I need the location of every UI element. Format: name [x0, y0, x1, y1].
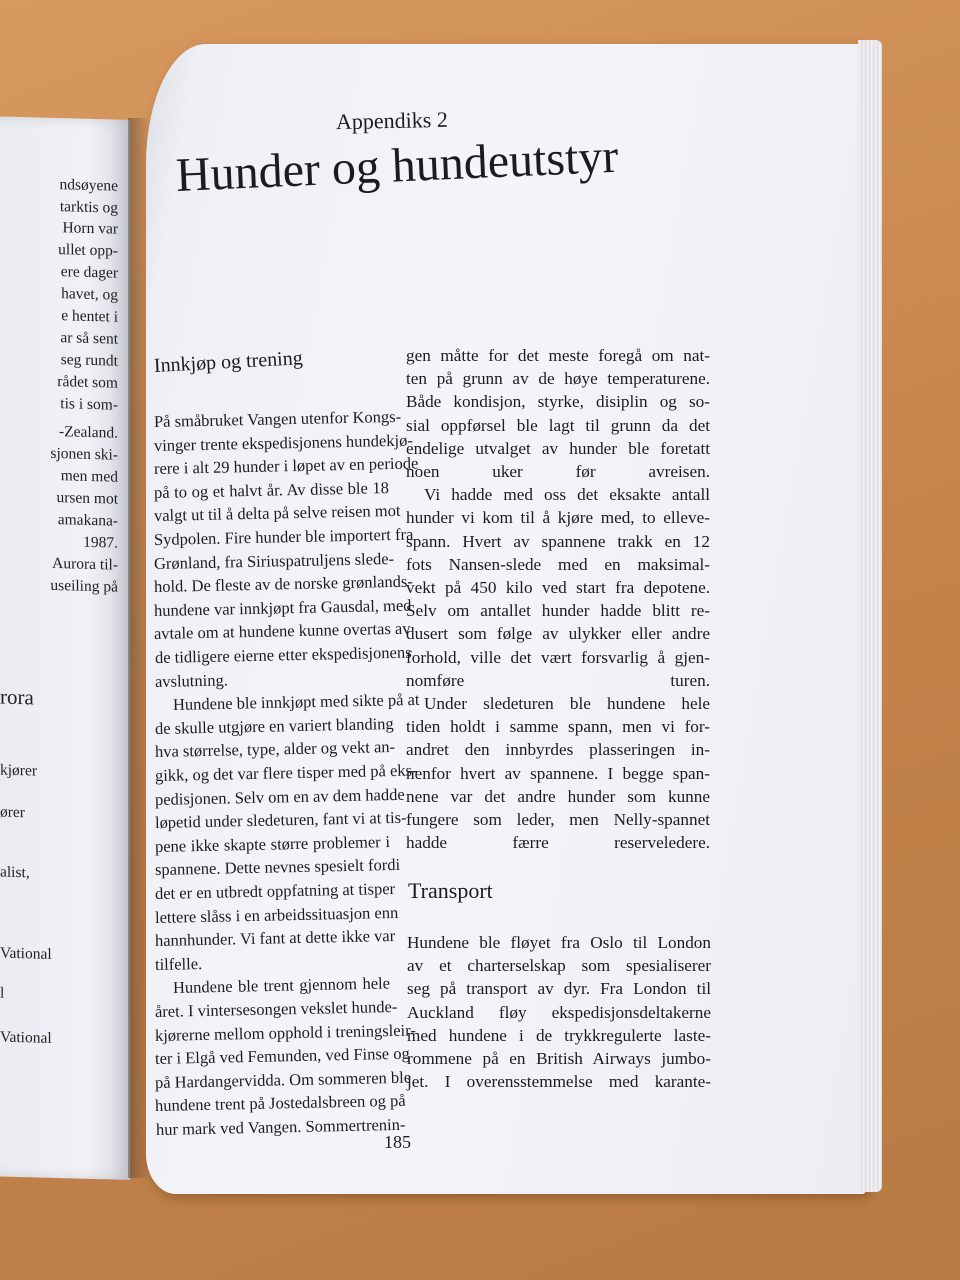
text-line: På småbruket Vangen utenfor Kongs- [153, 406, 402, 431]
text-line: kjørerne mellom opphold i treningsleir- [155, 1020, 417, 1045]
left-page-text-fragment: e hentet i [61, 307, 118, 326]
text-line: sial oppførsel ble lagt til grunn da det [406, 415, 710, 435]
text-line: Både kondisjon, styrke, disiplin og so- [406, 392, 710, 412]
left-page-text-fragment: ursen mot [56, 489, 118, 508]
left-page-text-fragment: rora [0, 684, 34, 710]
text-line: de skulle utgjøre en variert blanding [154, 713, 394, 738]
text-line: lettere slåss i en arbeidssituasjon enn [154, 902, 399, 927]
text-line: Hundene ble fløyet fra Oslo til London [407, 933, 711, 952]
text-line: året. I vintersesongen vekslet hunde- [155, 996, 398, 1021]
text-line: pedisjonen. Selv om en av dem hadde [154, 784, 405, 809]
text-line: løpetid under sledeturen, fant vi at tis- [154, 807, 407, 833]
text-line: hadde færre reserveledere. [406, 833, 710, 853]
text-line: rommene på en British Airways jumbo- [407, 1049, 711, 1068]
text-line: dusert som følge av ulykker eller andre [406, 624, 710, 644]
text-line: med hundene i de trykkregulerte laste- [407, 1025, 711, 1045]
text-line: av et charterselskap som spesialiserer [407, 956, 711, 976]
section-heading-innkjop: Innkjøp og trening [153, 347, 304, 377]
text-line: på Hardangervidda. Om sommeren ble [155, 1067, 412, 1092]
text-line: hundene var innkjøpt fra Gausdal, med [154, 595, 413, 620]
text-line: det er en utbredt oppfatning at tisper [154, 878, 396, 903]
left-page-text-fragment: l [0, 984, 5, 1002]
left-page-text-fragment: alist, [0, 863, 30, 882]
text-line: forhold, ville det vært forsvarlig å gjen- [406, 647, 710, 667]
text-line: nenfor hvert av spannene. I begge span- [406, 763, 710, 783]
text-line: noen uker før avreisen. [406, 462, 710, 481]
text-line: tiden holdt i samme spann, men vi for- [406, 717, 710, 737]
left-page-text-fragment: rådet som [57, 373, 118, 392]
text-line: Hundene ble trent gjennom hele [172, 973, 391, 998]
left-page-text-fragment: Aurora til- [52, 554, 118, 574]
left-page-text-fragment: ullet opp- [58, 241, 118, 260]
left-page-text-fragment: men med [60, 467, 118, 486]
text-line: Vi hadde med oss det eksakte antall [424, 485, 710, 505]
left-page-text-fragment: ar så sent [60, 329, 118, 348]
left-page-text-fragment: tis i som- [60, 395, 118, 414]
text-line: spann. Hvert av spannene trakk en 12 [406, 531, 710, 551]
left-page-text-fragment: amakana- [57, 511, 118, 530]
text-line: hannhunder. Vi fant at dette ikke var [154, 926, 396, 951]
left-page-text-fragment: ører [0, 803, 25, 822]
text-line: hundene trent på Jostedalsbreen og på [155, 1091, 407, 1116]
text-line: andret den innbyrdes plasseringen in- [406, 740, 710, 760]
text-line: ter i Elgå ved Femunden, ved Finse og [155, 1043, 411, 1069]
text-line: avtale om at hundene kunne overtas av [154, 619, 412, 644]
text-line: pene ikke skapte større problemer i [154, 831, 391, 856]
text-line: spannene. Dette nevnes spesielt fordi [154, 855, 401, 880]
text-line: Sydpolen. Fire hunder ble importert fra [154, 524, 414, 549]
text-line: valgt ut til å delta på selve reisen mot [153, 501, 401, 526]
text-line: ten på grunn av de høye temperaturene. [406, 369, 710, 389]
text-line: gikk, og det var flere tisper med på eks- [154, 760, 418, 785]
text-line: seg på transport av dyr. Fra London til [407, 979, 711, 999]
left-page-text-fragment: havet, og [61, 285, 118, 304]
left-page-text-fragment: seg rundt [60, 351, 118, 370]
text-line: endelige utvalget av hunder ble foretatt [406, 438, 710, 458]
text-line: hva størrelse, type, alder og vekt an- [154, 737, 395, 762]
text-line: Auckland fløy ekspedisjonsdeltakerne [407, 1002, 711, 1022]
text-line: Selv om antallet hunder hadde blitt re- [406, 601, 710, 621]
text-line: hunder vi kom til å kjøre med, to elleve- [406, 508, 710, 528]
text-line: vinger trente ekspedisjonens hundekjø- [153, 430, 414, 455]
section-heading-transport: Transport [408, 878, 493, 903]
text-line: jet. I overensstemmelse med karante- [407, 1072, 711, 1092]
text-line: fungere som leder, men Nelly-spannet [406, 810, 710, 829]
text-line: hur mark ved Vangen. Sommertrenin- [155, 1114, 406, 1139]
left-page-text-fragment: Vational [0, 1028, 52, 1047]
text-line: gen måtte for det meste foregå om nat- [406, 346, 710, 365]
left-page-text-fragment: 1987. [83, 533, 118, 552]
text-line: tilfelle. [154, 953, 203, 974]
left-page-text-fragment: kjører [0, 761, 38, 780]
left-page-text-fragment: ndsøyene [59, 176, 118, 195]
left-page-text-fragment: ere dager [60, 263, 118, 282]
text-line: Grønland, fra Siriuspatruljens slede- [154, 548, 395, 573]
text-line: fots Nansen-slede med en maksimal- [406, 554, 710, 574]
text-line: Under sledeturen ble hundene hele [424, 694, 710, 713]
chapter-title: Hunder og hundeutstyr [174, 129, 620, 202]
left-page-text-fragment: useiling på [50, 576, 118, 596]
text-line: vekt på 450 kilo ved start fra depotene. [406, 578, 710, 597]
appendix-label: Appendiks 2 [335, 106, 449, 135]
text-line: rere i alt 29 hunder i løpet av en periode [153, 453, 419, 479]
left-page-text-fragment: -Zealand. [59, 423, 118, 442]
page-number: 185 [384, 1132, 411, 1152]
left-page-text-fragment: tarktis og [59, 198, 118, 217]
text-line: hold. De fleste av de norske grønlands- [154, 571, 414, 597]
text-line: på to og et halvt år. Av disse ble 18 [153, 477, 390, 502]
left-page-text-fragment: Horn var [62, 219, 118, 238]
text-line: Hundene ble innkjøpt med sikte på at [172, 690, 420, 715]
left-page-text-fragment: sjonen ski- [50, 444, 118, 464]
left-page-text-fragment: Vational [0, 944, 52, 963]
text-line: de tidligere eierne etter ekspedisjonens [154, 642, 412, 667]
text-line: nene var det andre hunder som kunne [406, 786, 710, 806]
text-line: nomføre turen. [406, 670, 710, 690]
text-line: avslutning. [154, 670, 228, 691]
